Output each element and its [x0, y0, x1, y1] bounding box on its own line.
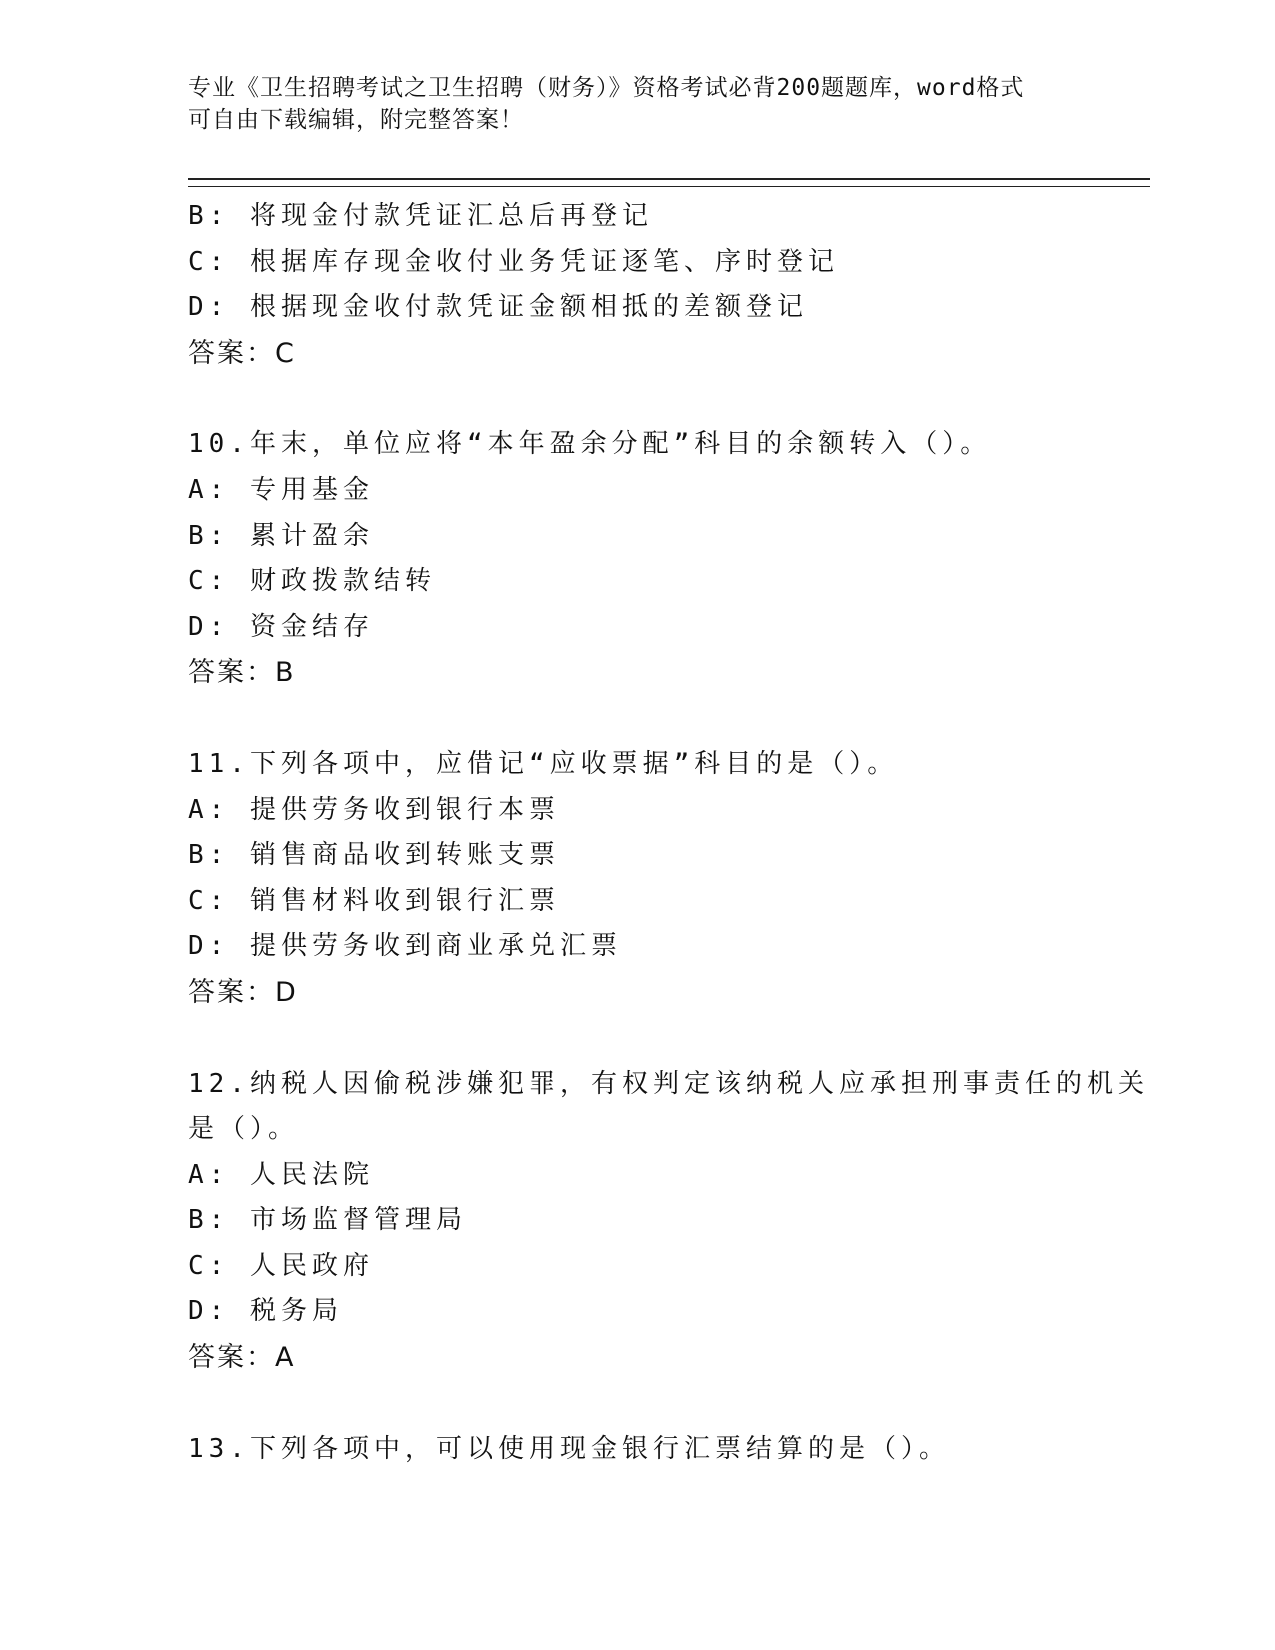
option-d: D: 资金结存 [188, 611, 374, 642]
question-stem-line-1: 12.纳税人因偷税涉嫌犯罪，有权判定该纳税人应承担刑事责任的机关 [188, 1068, 1149, 1099]
question-12 [188, 1062, 1149, 1381]
question-10 [188, 422, 1088, 696]
question-stem-line-2: 是（）。 [188, 1114, 300, 1145]
answer: 答案：D [188, 976, 298, 1008]
option-b: B: 销售商品收到转账支票 [188, 840, 560, 871]
option-a: A: 专用基金 [188, 474, 374, 505]
option-d: D: 根据现金收付款凭证金额相抵的差额登记 [188, 292, 808, 323]
option-c: C: 人民政府 [188, 1250, 374, 1281]
document-header [188, 72, 1088, 136]
header-divider [188, 178, 1150, 187]
header-title-line-1: 专业《卫生招聘考试之卫生招聘（财务）》资格考试必背200题题库，word格式 [188, 75, 1025, 101]
header-title-line-2: 可自由下载编辑，附完整答案！ [188, 107, 524, 133]
spacer [188, 696, 1088, 742]
option-b: B: 将现金付款凭证汇总后再登记 [188, 201, 653, 231]
answer: 答案：B [188, 657, 296, 689]
option-b: B: 累计盈余 [188, 520, 374, 551]
question-stem: 13.下列各项中，可以使用现金银行汇票结算的是（）。 [188, 1433, 950, 1464]
answer: 答案：C [188, 337, 296, 369]
option-a: A: 人民法院 [188, 1159, 374, 1190]
option-d: D: 税务局 [188, 1296, 343, 1327]
answer: 答案：A [188, 1342, 296, 1374]
question-13 [188, 1427, 1088, 1473]
spacer [188, 376, 1088, 422]
option-a: A: 提供劳务收到银行本票 [188, 794, 560, 825]
option-c: C: 根据库存现金收付业务凭证逐笔、序时登记 [188, 246, 839, 277]
option-c: C: 财政拨款结转 [188, 566, 436, 597]
option-b: B: 市场监督管理局 [188, 1205, 467, 1236]
option-d: D: 提供劳务收到商业承兑汇票 [188, 931, 622, 962]
spacer [188, 1381, 1088, 1427]
option-c: C: 销售材料收到银行汇票 [188, 885, 560, 916]
question-list [188, 194, 1149, 1472]
question-11 [188, 742, 1088, 1016]
question-stem: 11.下列各项中，应借记“应收票据”科目的是（）。 [188, 748, 899, 779]
question-stem: 10.年末，单位应将“本年盈余分配”科目的余额转入（）。 [188, 429, 992, 460]
question-9 [188, 194, 1088, 376]
spacer [188, 1016, 1088, 1062]
